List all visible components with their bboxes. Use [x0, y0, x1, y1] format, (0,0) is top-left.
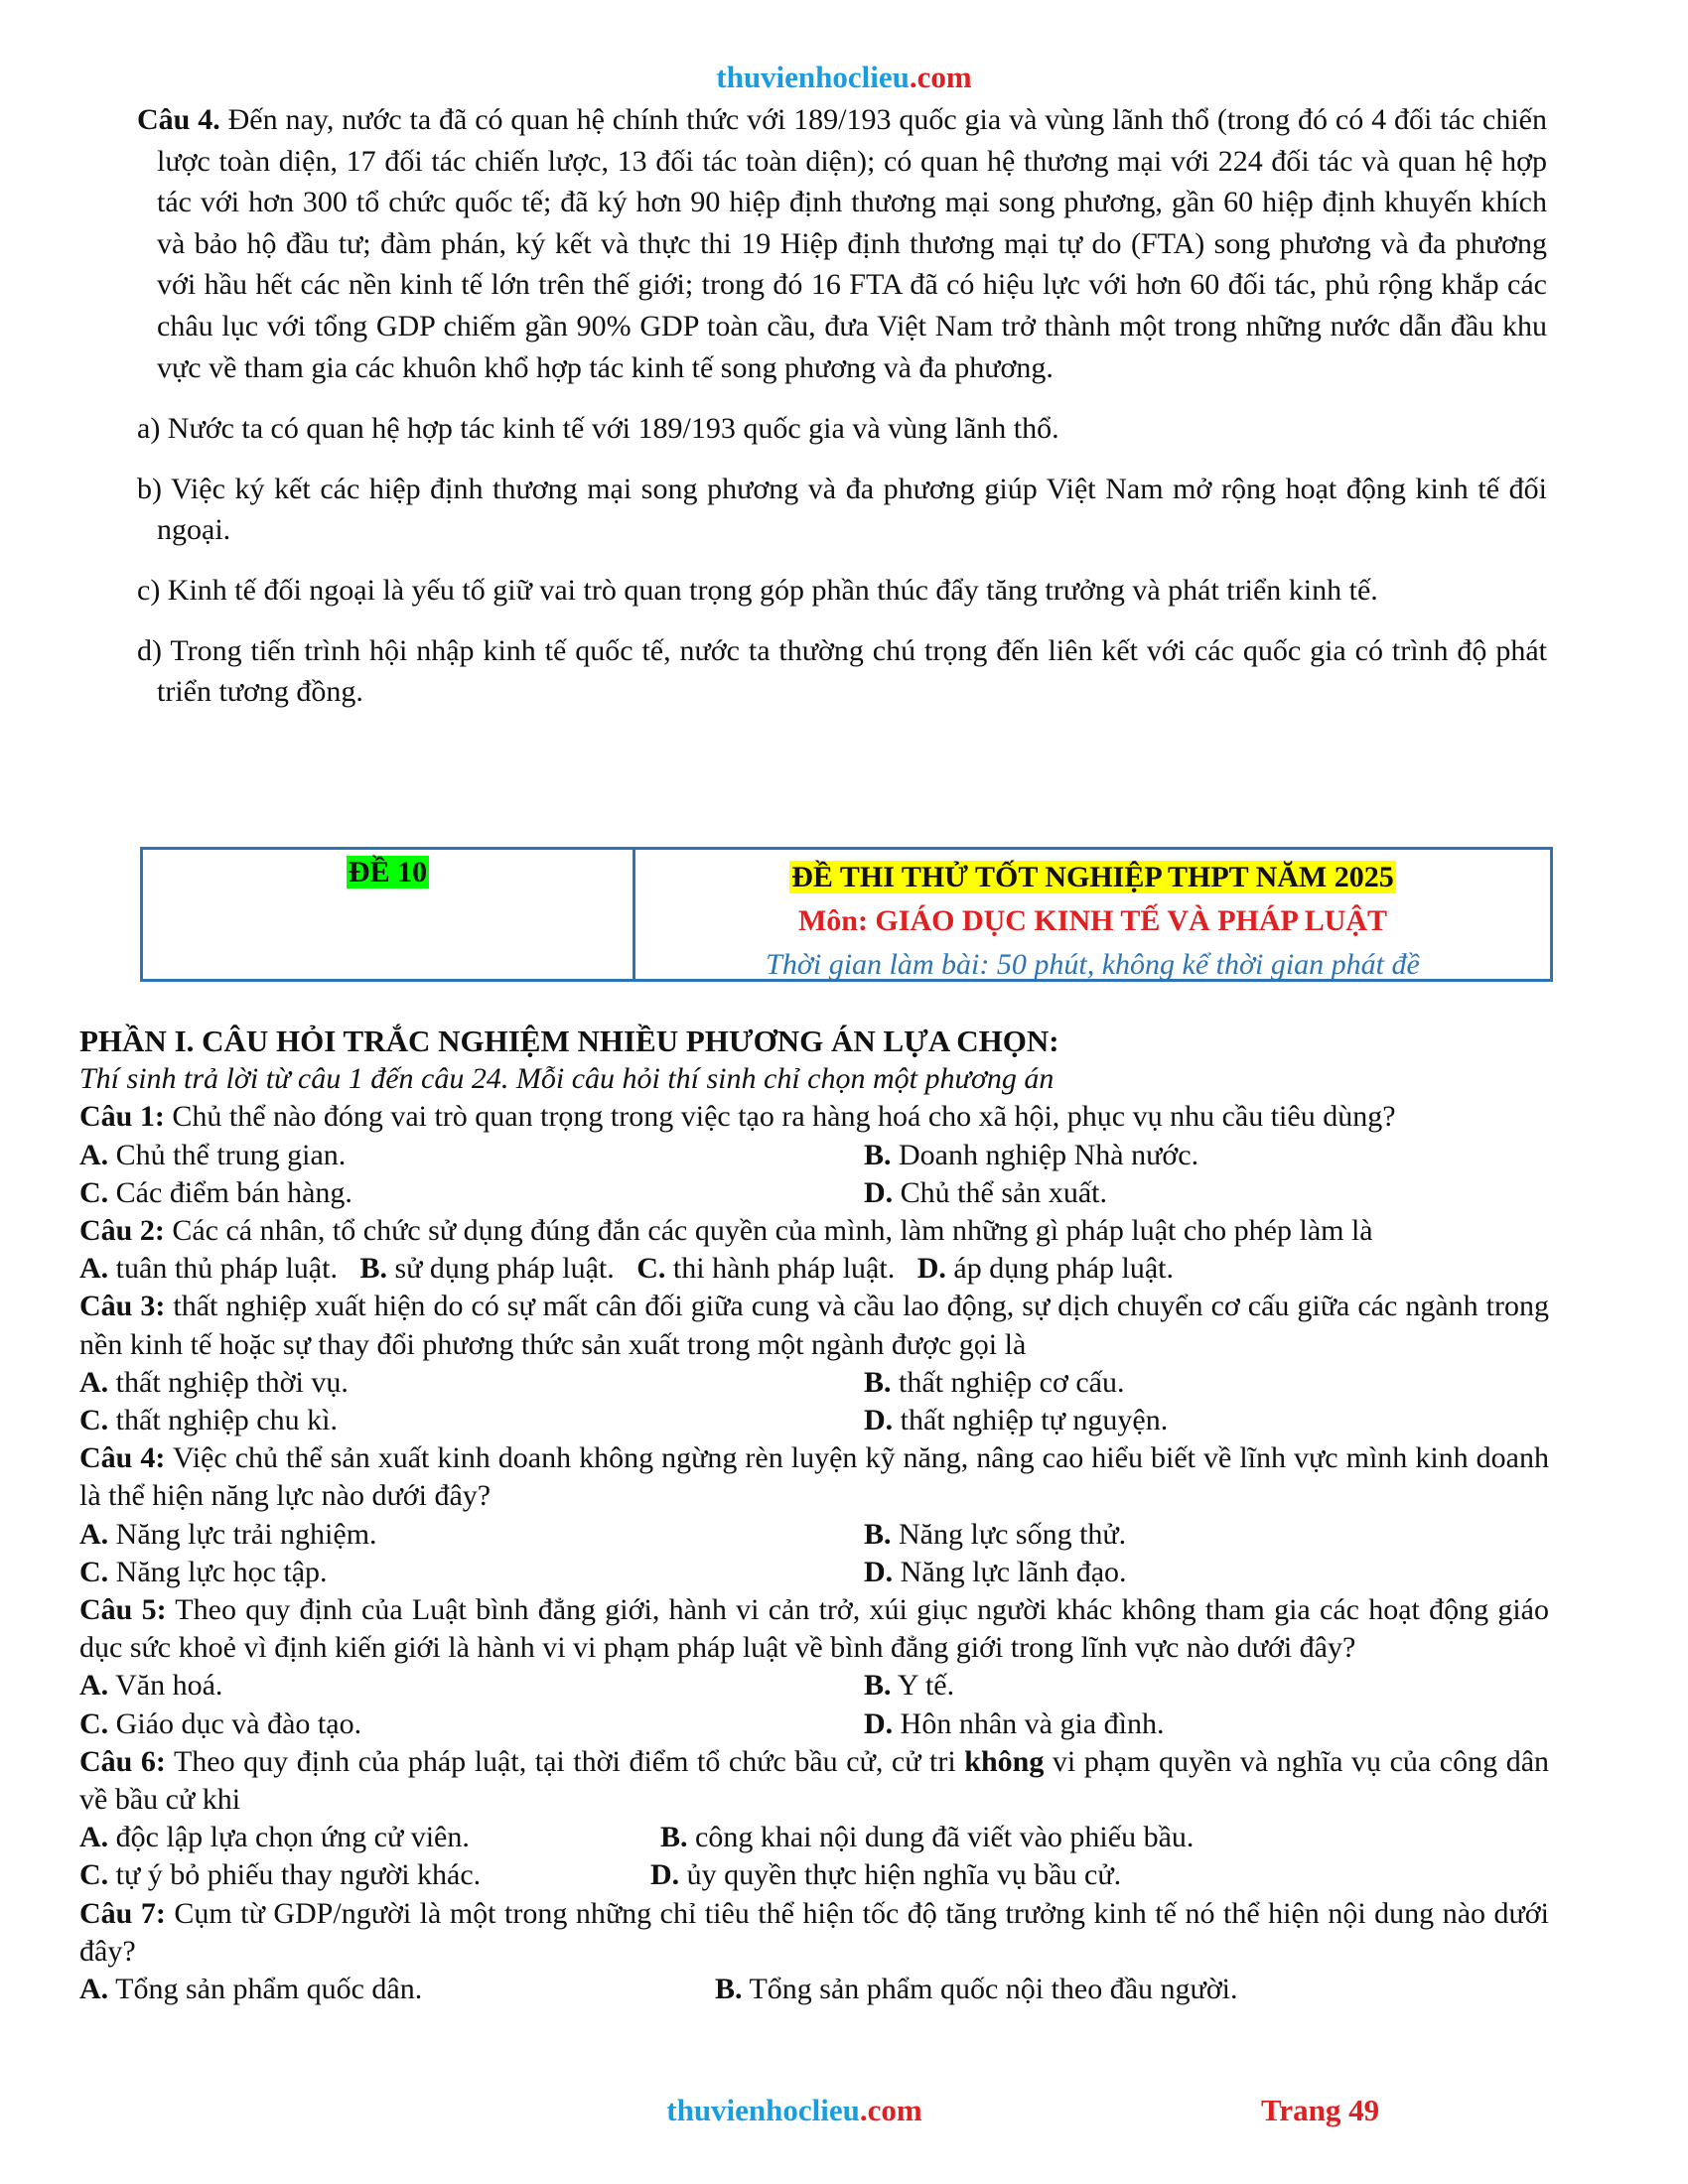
choice-C[interactable]: C. tự ý bỏ phiếu thay người khác. — [79, 1858, 482, 1892]
choice-C[interactable]: C. Năng lực học tập. — [79, 1555, 328, 1588]
previous-question-4 — [137, 99, 1547, 712]
choice-D[interactable]: D. thất nghiệp tự nguyện. — [864, 1404, 1169, 1437]
header-site-name[interactable]: thuvienhoclieu.com — [716, 60, 972, 94]
choice-A[interactable]: A. thất nghiệp thời vụ. — [79, 1365, 349, 1399]
exam-header-box — [140, 847, 1553, 982]
question-3: Câu 3: thất nghiệp xuất hiện do có sự mất cân đối giữa cung và cầu lao động, sự dịch chuyển cơ cấu giữa các ngành trong nền kinh tế hoặc sự thay đổi phương thức sản xuất trong một ngành được gọi là — [79, 1290, 1550, 1361]
choice-A[interactable]: A. tuân thủ pháp luật. — [79, 1252, 338, 1286]
choice-A[interactable]: A. Tổng sản phẩm quốc dân. — [79, 1973, 423, 2006]
choice-D[interactable]: D. ủy quyền thực hiện nghĩa vụ bầu cử. — [650, 1858, 1122, 1892]
choice-B[interactable]: B. sử dụng pháp luật. — [359, 1252, 615, 1286]
choice-D[interactable]: D. áp dụng pháp luật. — [916, 1252, 1174, 1286]
part-instruction: Thí sinh trả lời từ câu 1 đến câu 24. Mỗi câu hỏi thí sinh chỉ chọn một phương án — [79, 1062, 1055, 1096]
exam-subject: Môn: GIÁO DỤC KINH TẾ VÀ PHÁP LUẬT — [797, 904, 1388, 937]
footer-site-name[interactable]: thuvienhoclieu.com — [666, 2093, 922, 2127]
question-1: Câu 1: Chủ thể nào đóng vai trò quan trọng trong việc tạo ra hàng hoá cho xã hội, phục vụ nhu cầu tiêu dùng? — [79, 1100, 1396, 1134]
choice-D[interactable]: D. Chủ thể sản xuất. — [864, 1175, 1107, 1209]
choice-A[interactable]: A. độc lập lựa chọn ứng cử viên. — [79, 1821, 470, 1854]
choice-A[interactable]: A. Năng lực trải nghiệm. — [79, 1517, 377, 1551]
choice-A[interactable]: A. Chủ thể trung gian. — [79, 1138, 347, 1171]
choice-B[interactable]: B. Tổng sản phẩm quốc nội theo đầu người. — [715, 1973, 1238, 2006]
choice-C[interactable]: C. thất nghiệp chu kì. — [79, 1404, 338, 1437]
question-5: Câu 5: Theo quy định của Luật bình đẳng giới, hành vi cản trở, xúi giục người khác không tham gia các hoạt động giáo dục sức khoẻ vì định kiến giới là hành vi vi phạm pháp luật về bình đẳng giới trong lĩnh vực nào dưới đây? — [79, 1593, 1549, 1665]
question-6: Câu 6: Theo quy định của pháp luật, tại thời điểm tổ chức bầu cử, cử tri không vi phạm quyền và nghĩa vụ của công dân về bầu cử khi — [79, 1744, 1550, 1817]
question-4: Câu 4: Việc chủ thể sản xuất kinh doanh không ngừng rèn luyện kỹ năng, nâng cao hiểu biết về lĩnh vực mình kinh doanh là thể hiện năng lực nào dưới đây? — [79, 1441, 1549, 1513]
choice-B[interactable]: B. công khai nội dung đã viết vào phiếu bầu. — [660, 1821, 1195, 1854]
statement-c: c) Kinh tế đối ngoại là yếu tố giữ vai trò quan trọng góp phần thúc đẩy tăng trưởng và phát triển kinh tế. — [137, 574, 1378, 608]
question-7: Câu 7: Cụm từ GDP/người là một trong những chỉ tiêu thể hiện tốc độ tăng trưởng kinh tế nó thể hiện nội dung nào dưới đây? — [79, 1896, 1549, 1968]
choice-C[interactable]: C. Các điểm bán hàng. — [79, 1175, 352, 1209]
choice-D[interactable]: D. Năng lực lãnh đạo. — [864, 1555, 1127, 1588]
statement-a: a) Nước ta có quan hệ hợp tác kinh tế với 189/193 quốc gia và vùng lãnh thổ. — [137, 412, 1059, 446]
choice-D[interactable]: D. Hôn nhân và gia đình. — [864, 1706, 1165, 1740]
choice-A[interactable]: A. Văn hoá. — [79, 1669, 223, 1703]
choice-B[interactable]: B. Doanh nghiệp Nhà nước. — [864, 1138, 1199, 1171]
part-title: PHẦN I. CÂU HỎI TRẮC NGHIỆM NHIỀU PHƯƠNG ÁN LỰA CHỌN: — [79, 1024, 1059, 1058]
question-2: Câu 2: Các cá nhân, tổ chức sử dụng đúng đắn các quyền của mình, làm những gì pháp luật cho phép làm là — [79, 1214, 1373, 1248]
choices-inline — [79, 1250, 1549, 1288]
choice-B[interactable]: B. Y tế. — [864, 1669, 955, 1703]
quiz-section — [79, 1023, 1549, 2008]
choice-B[interactable]: B. thất nghiệp cơ cấu. — [864, 1365, 1125, 1399]
choice-C[interactable]: C. Giáo dục và đào tạo. — [79, 1706, 362, 1740]
exam-time: Thời gian làm bài: 50 phút, không kể thời gian phát đề — [766, 948, 1420, 981]
exam-code: ĐỀ 10 — [348, 856, 428, 888]
statement-d: d) Trong tiến trình hội nhập kinh tế quốc tế, nước ta thường chú trọng đến liên kết với các quốc gia có trình độ phát triển tương đồng. — [137, 634, 1547, 709]
choice-C[interactable]: C. thi hành pháp luật. — [636, 1252, 896, 1286]
page-number: Trang 49 — [1261, 2093, 1380, 2127]
statement-b: b) Việc ký kết các hiệp định thương mại song phương và đa phương giúp Việt Nam mở rộng hoạt động kinh tế đối ngoại. — [137, 473, 1547, 547]
question-stem: Câu 4. Đến nay, nước ta đã có quan hệ chính thức với 189/193 quốc gia và vùng lãnh thổ (trong đó có 4 đối tác chiến lược toàn diện, 17 đối tác chiến lược, 13 đối tác toàn diện); có quan hệ thương mại với 224 đối tác và quan hệ hợp tác với hơn 300 tổ chức quốc tế; đã ký hơn 90 hiệp định thương mại song phương, gần 60 hiệp định khuyến khích và bảo hộ đầu tư; đàm phán, ký kết và thực thi 19 Hiệp định thương mại tự do (FTA) song phương và đa phương với hầu hết các nền kinh tế lớn trên thế giới; trong đó 16 FTA đã có hiệu lực với hơn 60 đối tác, phủ rộng khắp các châu lục với tổng GDP chiếm gần 90% GDP toàn cầu, đưa Việt Nam trở thành một trong những nước dẫn đầu khu vực về tham gia các khuôn khổ hợp tác kinh tế song phương và đa phương. — [137, 103, 1547, 384]
choice-B[interactable]: B. Năng lực sống thử. — [864, 1517, 1127, 1551]
exam-title: ĐỀ THI THỬ TỐT NGHIỆP THPT NĂM 2025 — [791, 861, 1394, 893]
